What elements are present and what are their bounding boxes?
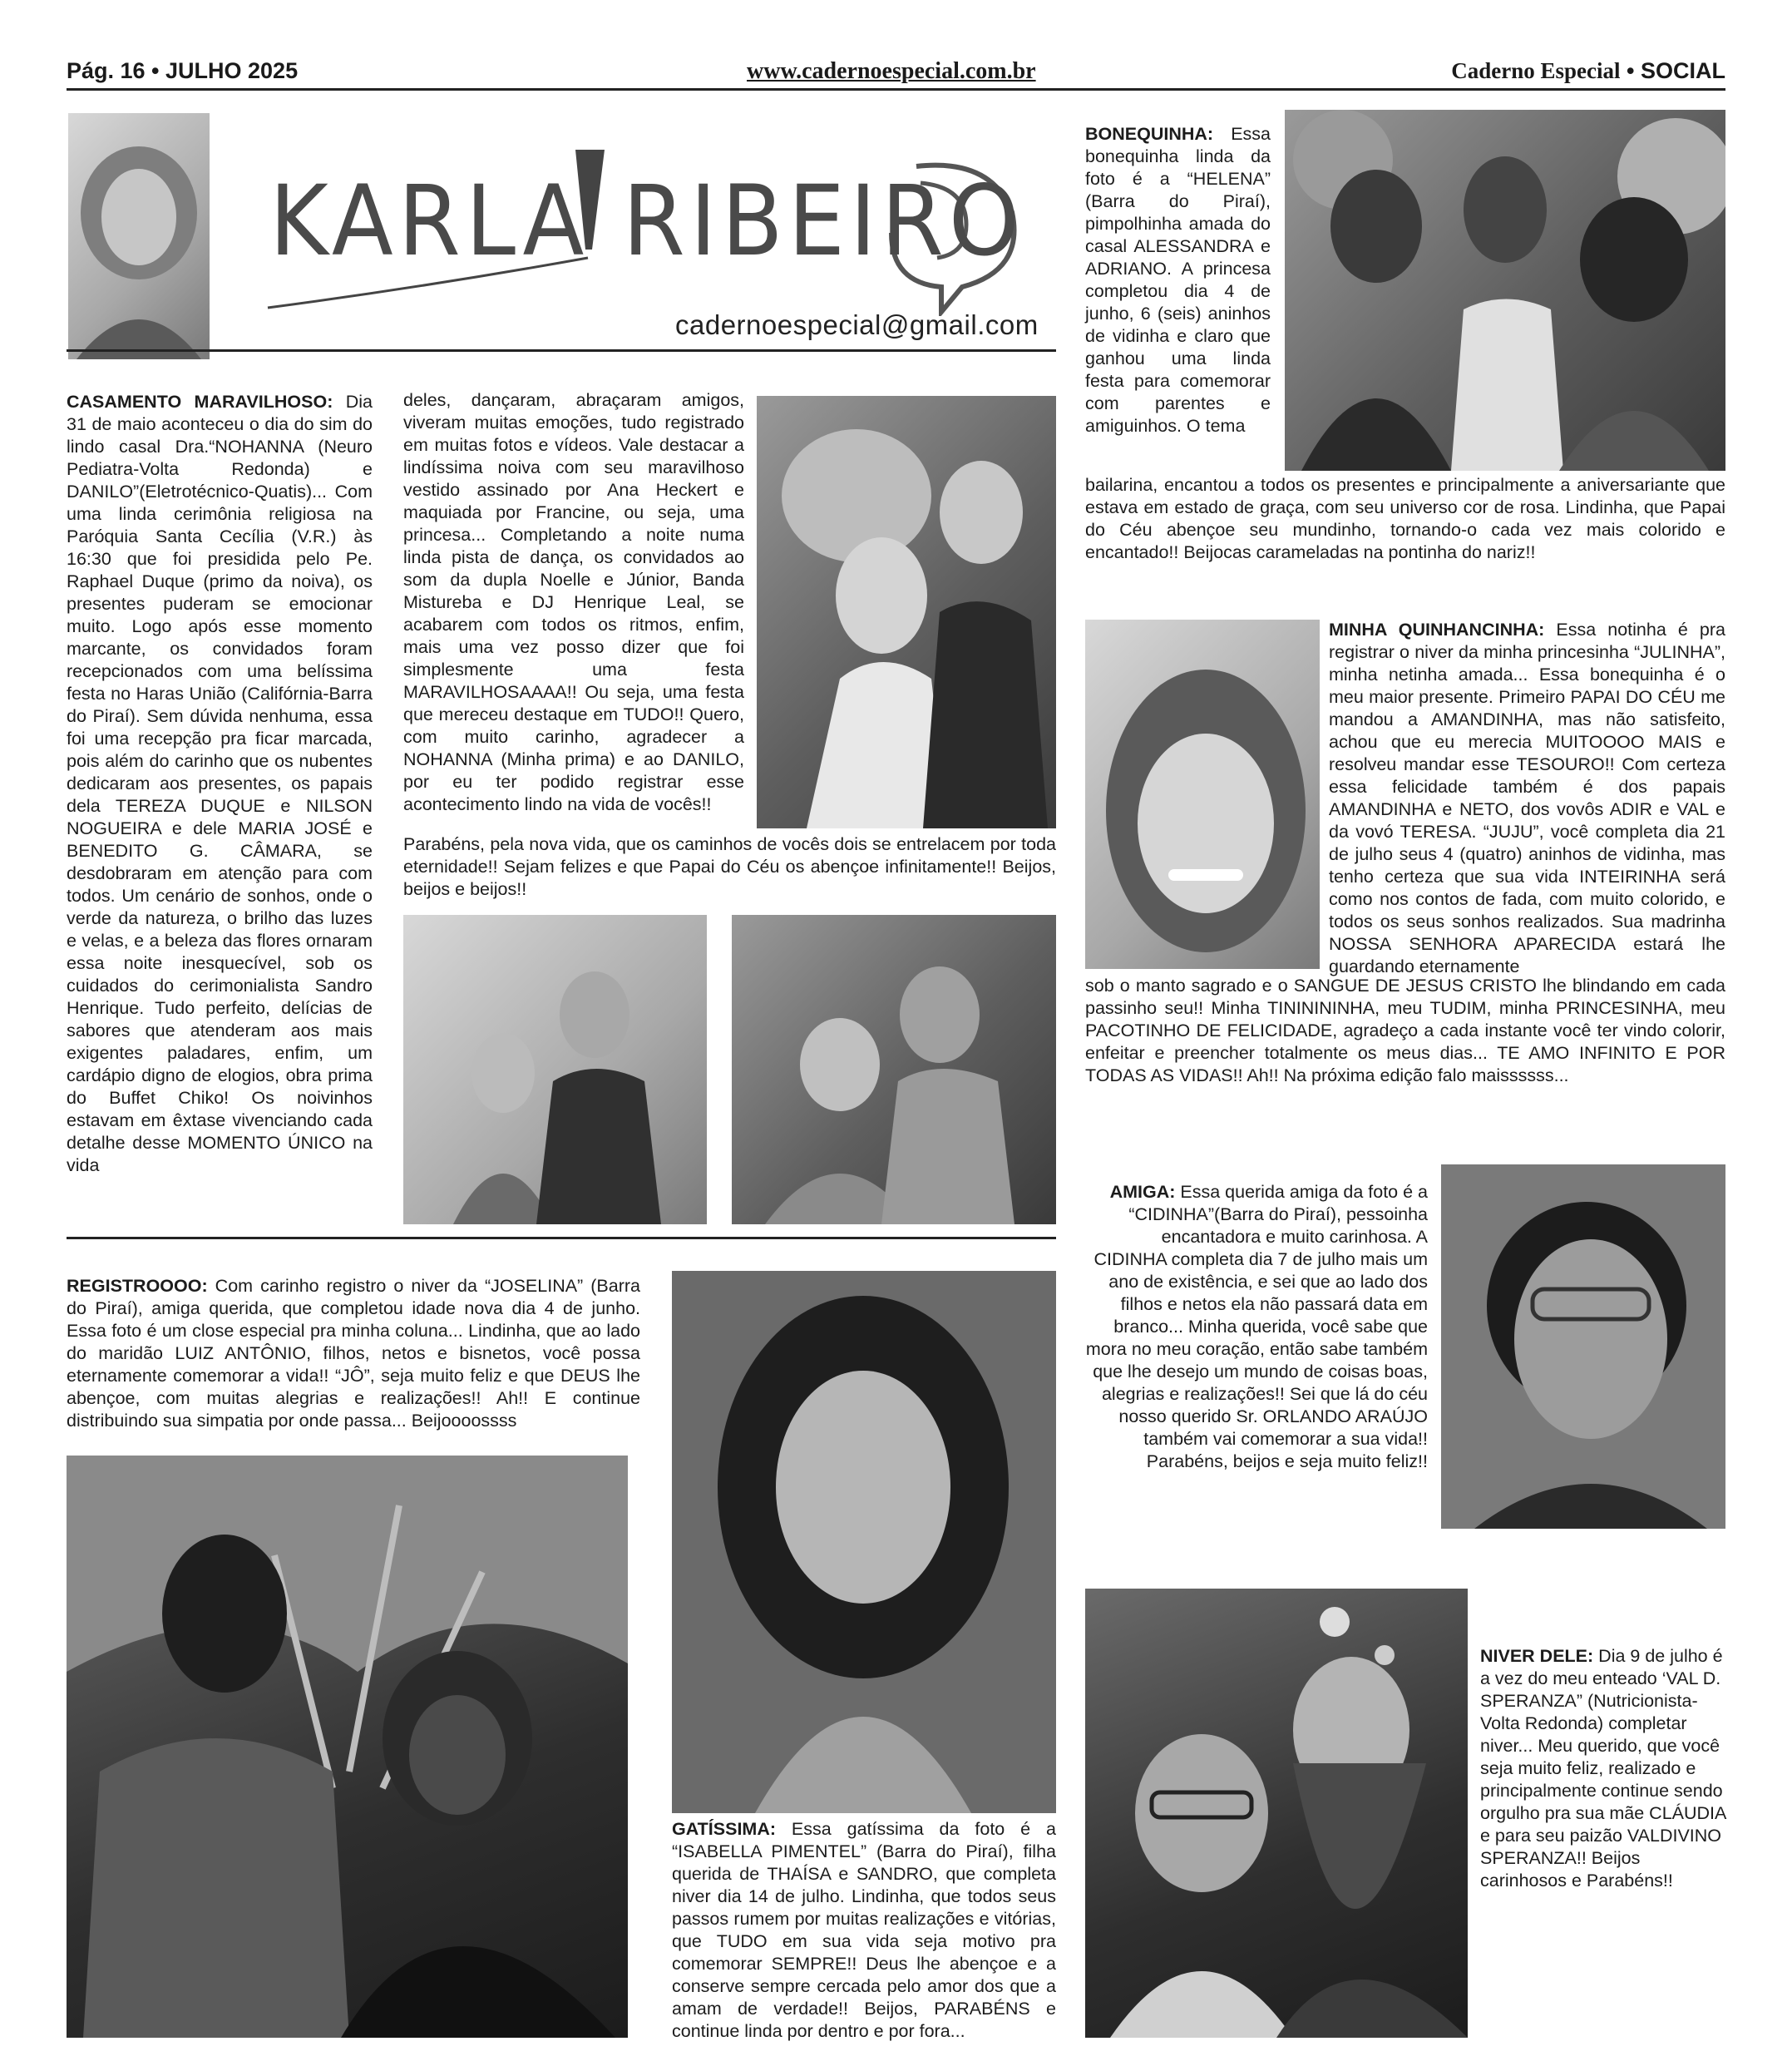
helena-family-photo bbox=[1285, 110, 1725, 471]
section-name: • SOCIAL bbox=[1620, 58, 1725, 83]
article-title: MINHA QUINHANCINHA: bbox=[1329, 620, 1545, 640]
page-header bbox=[67, 58, 1725, 90]
groom-parents-photo bbox=[732, 915, 1056, 1224]
column-logo bbox=[259, 125, 1049, 316]
columnist-email[interactable]: cadernoespecial@gmail.com bbox=[675, 309, 1039, 340]
article-quinhancinha-col bbox=[1329, 619, 1725, 978]
article-quinhancinha-continued bbox=[1085, 975, 1725, 1087]
cidinha-photo bbox=[1441, 1164, 1725, 1529]
article-body: Dia 31 de maio aconteceu o dia do sim do lindo casal Dra.“NOHANNA (Neuro Pediatra-Volta Redonda) e DANILO”(Eletrotécnico-Quatis)... Com uma linda cerimônia religiosa na Paróquia Santa Cecília (V.R.) às 16:30 que foi presidida pelo Pe. Raphael Duque (primo da noiva), os presentes puderam se emocionar muito. Logo após esse momento marcante, os convidados foram recepcionados com uma belíssima festa no Haras União (Califórnia-Barra do Piraí). Sem dúvida nenhuma, essa foi uma recepção pra ficar marcada, pois além do carinho que os nubentes dedicaram aos presentes, os papais dela TEREZA DUQUE e NILSON NOGUEIRA e dele MARIA JOSÉ e BENEDITO G. CÂMARA, se desdobraram em atenção para com todos. Um cenário de sonhos, onde o verde da natureza, o brilho das luzes e velas, e a beleza das flores ornaram essa noite inesquecível, sob os cuidados do cerimonialista Sandro Henrique. Tudo perfeito, delícias de sabores que atenderam aos mais exigentes paladares, enfim, um cardápio digno de elogios, obra prima do Buffet Chiko! Os noivinhos estavam em êxtase vivenciando cada detalhe desse MOMENTO ÚNICO na vida bbox=[67, 392, 373, 1175]
article-casamento-col1 bbox=[67, 391, 373, 1177]
page-number-date: Pág. 16 • JULHO 2025 bbox=[67, 58, 299, 83]
article-casamento-col2 bbox=[403, 389, 744, 816]
article-casamento-closing bbox=[403, 833, 1056, 901]
joselina-couple-photo bbox=[67, 1456, 628, 2038]
val-speranza-photo bbox=[1085, 1589, 1468, 2038]
article-body-continued: sob o manto sagrado e o SANGUE DE JESUS CRISTO lhe blindando em cada passinho seu!! Minha TININININHA, meu TUDIM, minha PRINCESINHA, meu PACOTINHO DE FELICIDADE, agradeço a cada instante você ter vindo colorir, enfeitar e preencher totalmente os meus dias... TE AMO INFINITO E POR TODAS AS VIDAS!! Ah!! Na próxima edição falo maissssss... bbox=[1085, 976, 1725, 1085]
section-label bbox=[1451, 58, 1725, 84]
article-title: CASAMENTO MARAVILHOSO: bbox=[67, 392, 333, 412]
section-rule-mid bbox=[67, 1237, 1056, 1239]
article-body: Essa bonequinha linda da foto é a “HELENA” (Barra do Piraí), pimpolhinha amada do casal ALESSANDRA e ADRIANO. A princesa completou dia 4 de junho, 6 (seis) aninhos de vidinha e claro que ganhou uma linda festa para comemorar com parentes e amiguinhos. O tema bbox=[1085, 124, 1271, 436]
article-body-continued: deles, dançaram, abraçaram amigos, viveram muitas emoções, tudo registrado em muitas fotos e vídeos. Vale destacar a lindíssima noiva com seu maravilhoso vestido assinado por Ana Heckert e maquiada por Francine, ou seja, uma princesa... Completando a noite numa linda pista de dança, os convidados ao som da dupla Noelle e Júnior, Banda Mistureba e DJ Henrique Leal, se acabarem com todos os ritmos, enfim, mais uma vez posso dizer que foi simplesmente uma festa MARAVILHOSAAAA!! Ou seja, uma festa que mereceu destaque em TUDO!! Quero, com muito carinho, agradecer a NOHANNA (Minha prima) e ao DANILO, por eu ter podido registrar esse acontecimento lindo na vida de vocês!! bbox=[403, 390, 744, 814]
article-title: GATÍSSIMA: bbox=[672, 1819, 777, 1839]
article-body: Essa notinha é pra registrar o niver da minha princesinha “JULINHA”, minha netinha amada... Essa bonequinha é o meu maior presente. Primeiro PAPAI DO CÉU me mandou a AMANDINHA, mas não satisfeito, achou que eu merecia MUITOOOO MAIS e resolveu mandar esse TESOURO!! Com certeza essa felicidade também é dos papais AMANDINHA e NETO, dos vovôs ADIR e VAL e da vovó TERESA. “JUJU”, você completa dia 21 de julho seus 4 (quatro) aninhos de vidinha, mas tenho certeza que sua vida INTEIRINHA será como nos contos de fada, com muito colorido, e todos os seus sonhos realizados. Sua madrinha NOSSA SENHORA APARECIDA estará lhe guardando eternamente bbox=[1329, 620, 1725, 976]
article-body: Essa gatíssima da foto é a “ISABELLA PIMENTEL” (Barra do Piraí), filha querida de THAÍSA e SANDRO, que completa niver dia 14 de julho. Lindinha, que todos seus passos rumem por muitas realizações e vitórias, que TUDO em sua vida seja motivo pra comemorar SEMPRE!! Deus lhe abençoe e a conserve sempre cercada pelo amor dos que a amam de verdade!! Beijos, PARABÉNS e continue linda por dentro e por fora... bbox=[672, 1819, 1056, 2041]
header-rule bbox=[67, 88, 1725, 91]
julinha-photo bbox=[1085, 620, 1320, 969]
wedding-couple-photo bbox=[757, 396, 1056, 828]
article-title: NIVER DELE: bbox=[1480, 1646, 1594, 1666]
article-title: REGISTROOOO: bbox=[67, 1276, 208, 1296]
article-bonequinha-col bbox=[1085, 123, 1271, 437]
logo-rule bbox=[67, 349, 1056, 352]
article-body: Com carinho registro o niver da “JOSELINA” (Barra do Piraí), amiga querida, que completou idade nova dia 4 de junho. Essa foto é um close especial pra minha coluna... Lindinha, que ao lado do maridão LUIZ ANTÔNIO, filhos, netos e bisnetos, você possa eternamente comemorar a vida!! “JÔ”, seja muito feliz e que DEUS lhe abençoe, com muitas alegrias e realizações!! Ah!! E continue distribuindo sua simpatia por onde passa... Beijoooossss bbox=[67, 1276, 640, 1431]
logo-wordmark: KARLA RIBEIRO bbox=[269, 166, 1024, 278]
article-body-continued: bailarina, encantou a todos os presentes e principalmente a aniversariante que estava em estado de graça, com seu universo cor de rosa. Lindinha, que Papai do Céu abençoe seu mundinho, tornando-o cada vez mais colorido e encantado!! Beijocas carameladas na pontinha do nariz!! bbox=[1085, 475, 1725, 562]
isabella-photo bbox=[672, 1271, 1056, 1813]
brand-name: Caderno Especial bbox=[1451, 58, 1621, 83]
article-niver-dele-col bbox=[1480, 1645, 1730, 1892]
article-title: BONEQUINHA: bbox=[1085, 124, 1214, 144]
article-title: AMIGA: bbox=[1109, 1182, 1176, 1202]
website-link[interactable]: www.cadernoespecial.com.br bbox=[747, 58, 1036, 84]
bride-parents-photo bbox=[403, 915, 707, 1224]
article-body: Dia 9 de julho é a vez do meu enteado ‘VAL D. SPERANZA” (Nutricionista-Volta Redonda) completar niver... Meu querido, que você seja muito feliz, realizado e principalmente continue sendo orgulho pra sua mãe CLÁUDIA e para seu paizão VALDIVINO SPERANZA!! Beijos carinhosos e Parabéns!! bbox=[1480, 1646, 1726, 1891]
columnist-photo bbox=[68, 113, 210, 359]
article-body: Essa querida amiga da foto é a “CIDINHA”(Barra do Piraí), pessoinha encantadora e muito carinhosa. A CIDINHA completa dia 7 de julho mais um ano de existência, e sei que ao lado dos filhos e netos ela não passará data em branco... Minha querida, você sabe que mora no meu coração, então sabe também que lhe desejo um mundo de coisas boas, alegrias e realizações!! Sei que lá do céu nosso querido Sr. ORLANDO ARAÚJO também vai comemorar a sua vida!! Parabéns, beijos e seja muito feliz!! bbox=[1085, 1182, 1428, 1471]
article-bonequinha-continued bbox=[1085, 474, 1725, 564]
article-registro-col bbox=[67, 1275, 640, 1432]
article-amiga-col bbox=[1085, 1181, 1428, 1473]
article-closing: Parabéns, pela nova vida, que os caminhos de vocês dois se entrelacem por toda eternidade!! Sejam felizes e que Papai do Céu os abençoe infinitamente!! Beijos, beijos e beijos!! bbox=[403, 834, 1056, 899]
article-gatissima-col bbox=[672, 1818, 1056, 2043]
